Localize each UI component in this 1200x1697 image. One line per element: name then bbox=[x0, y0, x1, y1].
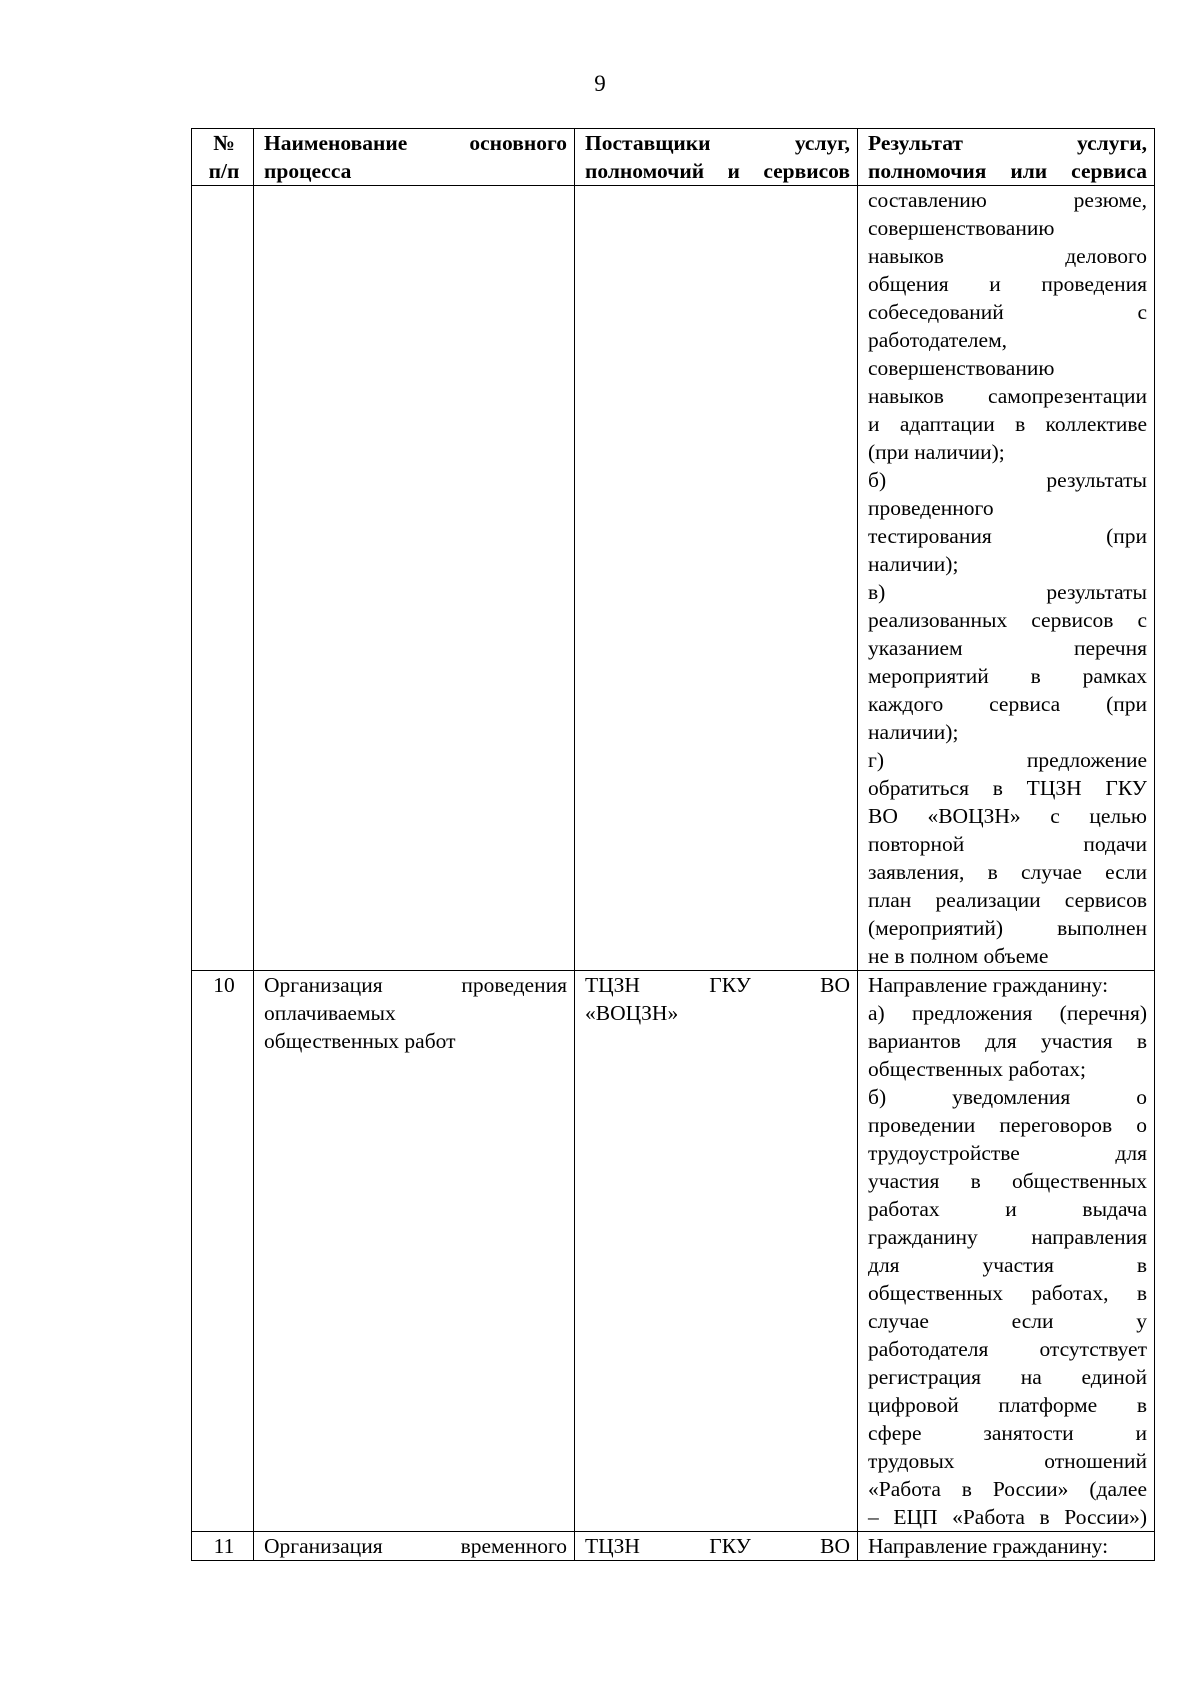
result-line: ВО «ВОЦЗН» с целью bbox=[868, 804, 1147, 828]
process-name-line: оплачиваемых bbox=[264, 1001, 396, 1025]
result-cell bbox=[858, 186, 1155, 971]
result-cell bbox=[858, 1532, 1155, 1561]
result-line: совершенствованию bbox=[868, 216, 1055, 240]
result-line: совершенствованию bbox=[868, 356, 1055, 380]
process-name-cell bbox=[254, 1532, 575, 1561]
table-row bbox=[192, 971, 1155, 1532]
result-line: вариантов для участия в bbox=[868, 1029, 1147, 1053]
result-line: г) предложение bbox=[868, 748, 1147, 772]
result-line: б) уведомления о bbox=[868, 1085, 1147, 1109]
header-result: Результат услуги, полномочия или сервиса bbox=[858, 129, 1155, 186]
result-line: (при наличии); bbox=[868, 440, 1005, 464]
result-line: общественных работах; bbox=[868, 1057, 1087, 1081]
result-line: «Работа в России» (далее bbox=[868, 1477, 1147, 1501]
result-line: и адаптации в коллективе bbox=[868, 412, 1147, 436]
row-number: 10 bbox=[192, 971, 254, 1532]
providers-line: «ВОЦЗН» bbox=[585, 1001, 679, 1025]
providers-cell bbox=[575, 1532, 858, 1561]
result-line: реализованных сервисов с bbox=[868, 608, 1147, 632]
result-line: каждого сервиса (при bbox=[868, 692, 1147, 716]
result-cell bbox=[858, 971, 1155, 1532]
result-line: навыков делового bbox=[868, 244, 1147, 268]
result-line: в) результаты bbox=[868, 580, 1147, 604]
result-line: указанием перечня bbox=[868, 636, 1147, 660]
process-name-cell bbox=[254, 186, 575, 971]
table-header-row bbox=[192, 129, 1155, 186]
result-line: цифровой платформе в bbox=[868, 1393, 1147, 1417]
result-line: навыков самопрезентации bbox=[868, 384, 1147, 408]
result-line: работодателем, bbox=[868, 328, 1008, 352]
table-row bbox=[192, 186, 1155, 971]
header-process-name: Наименование основного процесса bbox=[254, 129, 575, 186]
result-line: обратиться в ТЦЗН ГКУ bbox=[868, 776, 1147, 800]
result-line: сфере занятости и bbox=[868, 1421, 1147, 1445]
result-line: тестирования (при bbox=[868, 524, 1147, 548]
result-line: случае если у bbox=[868, 1309, 1147, 1333]
result-line: проведении переговоров о bbox=[868, 1113, 1147, 1137]
result-line: участия в общественных bbox=[868, 1169, 1147, 1193]
header-providers: Поставщики услуг, полномочий и сервисов bbox=[575, 129, 858, 186]
result-line: Направление гражданину: bbox=[868, 1534, 1109, 1558]
table-row bbox=[192, 1532, 1155, 1561]
result-line: гражданину направления bbox=[868, 1225, 1147, 1249]
result-line: работах и выдача bbox=[868, 1197, 1147, 1221]
header-number: № п/п bbox=[192, 129, 254, 186]
result-line: наличии); bbox=[868, 720, 959, 744]
providers-cell bbox=[575, 971, 858, 1532]
providers-line: ТЦЗН ГКУ ВО bbox=[585, 973, 850, 997]
result-line: трудовых отношений bbox=[868, 1449, 1147, 1473]
row-number: 11 bbox=[192, 1532, 254, 1561]
result-line: не в полном объеме bbox=[868, 944, 1049, 968]
result-line: план реализации сервисов bbox=[868, 888, 1147, 912]
result-line: собеседований с bbox=[868, 300, 1147, 324]
result-line: (мероприятий) выполнен bbox=[868, 916, 1147, 940]
process-name-line: общественных работ bbox=[264, 1029, 456, 1053]
result-line: трудоустройстве для bbox=[868, 1141, 1147, 1165]
result-line: – ЕЦП «Работа в России») bbox=[868, 1505, 1147, 1529]
row-number bbox=[192, 186, 254, 971]
result-line: повторной подачи bbox=[868, 832, 1147, 856]
result-line: проведенного bbox=[868, 496, 994, 520]
result-line: заявления, в случае если bbox=[868, 860, 1147, 884]
result-line: составлению резюме, bbox=[868, 188, 1147, 212]
providers-line: ТЦЗН ГКУ ВО bbox=[585, 1534, 850, 1558]
result-line: регистрация на единой bbox=[868, 1365, 1147, 1389]
result-line: мероприятий в рамках bbox=[868, 664, 1147, 688]
providers-cell bbox=[575, 186, 858, 971]
result-line: а) предложения (перечня) bbox=[868, 1001, 1147, 1025]
result-line: работодателя отсутствует bbox=[868, 1337, 1147, 1361]
result-line: для участия в bbox=[868, 1253, 1147, 1277]
result-line: наличии); bbox=[868, 552, 959, 576]
process-name-line: Организация проведения bbox=[264, 973, 567, 997]
page-number: 9 bbox=[594, 71, 606, 96]
result-line: Направление гражданину: bbox=[868, 973, 1109, 997]
process-table bbox=[191, 128, 1155, 1561]
result-line: б) результаты bbox=[868, 468, 1147, 492]
result-line: общения и проведения bbox=[868, 272, 1147, 296]
process-name-line: Организация временного bbox=[264, 1534, 567, 1558]
process-name-cell bbox=[254, 971, 575, 1532]
result-line: общественных работах, в bbox=[868, 1281, 1147, 1305]
